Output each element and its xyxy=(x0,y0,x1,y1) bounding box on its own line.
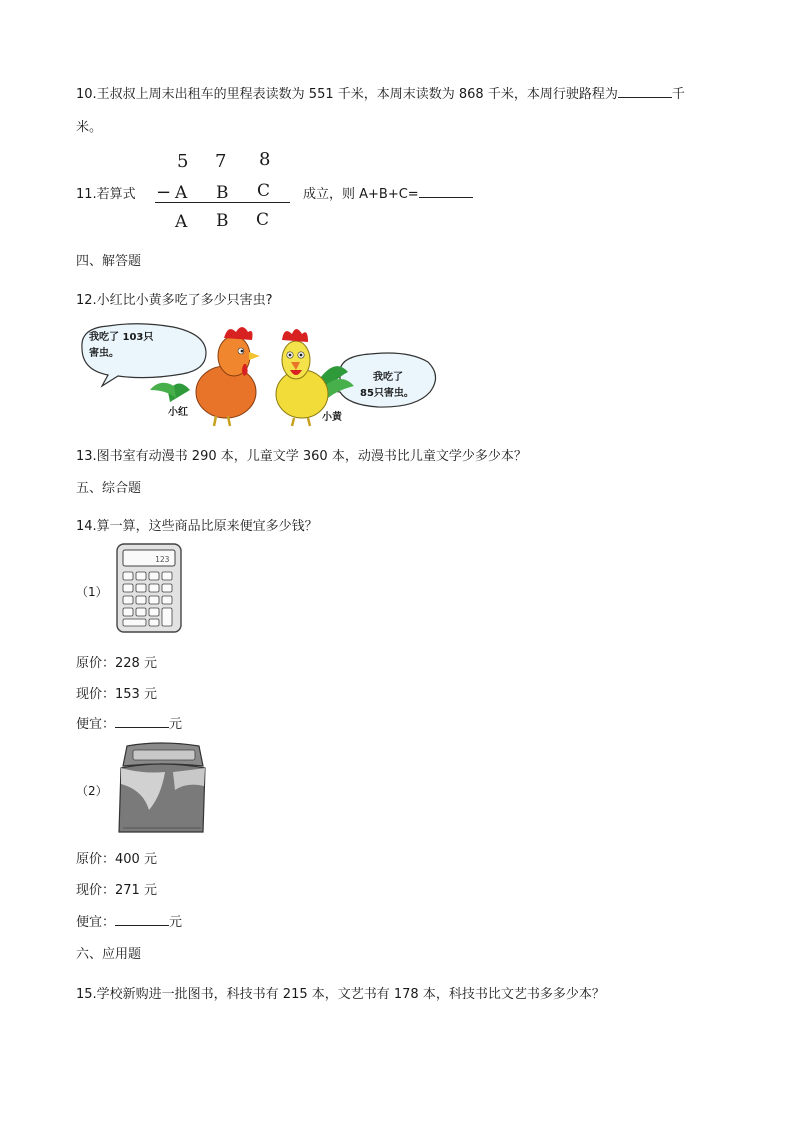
letter-middle: C xyxy=(257,181,271,201)
discount-line xyxy=(76,911,182,930)
appliance-icon xyxy=(113,738,207,838)
speech-bubble-xiaohuang-line2: 85只害虫。 xyxy=(360,388,414,399)
section-heading: 六、应用题 xyxy=(76,947,142,962)
digit-top: 7 xyxy=(215,151,227,172)
question-11-suffix-text: 成立，则 A+B+C= xyxy=(303,187,419,202)
question-13-text: 13.图书室有动漫书 290 本，儿童文学 360 本，动漫书比儿童文学少多少本？ xyxy=(76,449,527,464)
letter-bottom: A xyxy=(175,212,188,232)
discount-label: 便宜： xyxy=(76,915,116,930)
question-11-suffix xyxy=(303,183,473,202)
question-11-prefix: 11.若算式 xyxy=(76,187,136,202)
speech-bubble-xiaohuang-line1: 我吃了 xyxy=(373,372,403,383)
digit-top: 8 xyxy=(259,149,271,170)
answer-blank[interactable] xyxy=(419,197,473,198)
calculator-icon xyxy=(113,540,185,636)
svg-text:123: 123 xyxy=(155,555,170,564)
item-number: （1） xyxy=(76,585,108,599)
question-10-line2: 米。 xyxy=(76,120,103,135)
unit-text: 千 xyxy=(671,87,685,102)
original-price: 原价：400 元 xyxy=(76,852,157,867)
digit-top: 5 xyxy=(177,151,189,172)
question-10 xyxy=(76,83,685,102)
current-price: 现价：271 元 xyxy=(76,883,157,898)
unit-text: 元 xyxy=(169,915,183,930)
calculator-image xyxy=(113,540,185,636)
current-price: 现价：153 元 xyxy=(76,687,157,702)
section-heading: 四、解答题 xyxy=(76,254,142,269)
speech-bubble-xiaohong-line1: 我吃了 103只 xyxy=(89,332,154,343)
question-10-text: 10.王叔叔上周末出租车的里程表读数为 551 千米，本周末读数为 868 千米，本周行驶路程为 xyxy=(76,87,618,102)
name-label-xiaohong: 小红 xyxy=(168,407,188,418)
name-label-xiaohuang: 小黄 xyxy=(322,412,342,423)
question-12-text: 12.小红比小黄多吃了多少只害虫? xyxy=(76,293,273,308)
item-number: （2） xyxy=(76,784,108,798)
discount-line xyxy=(76,713,182,732)
section-heading: 五、综合题 xyxy=(76,481,142,496)
question-15-text: 15.学校新购进一批图书，科技书有 215 本，文艺书有 178 本，科技书比文艺书多多少本？ xyxy=(76,987,605,1002)
letter-middle: A xyxy=(175,183,188,203)
original-price: 原价：228 元 xyxy=(76,656,157,671)
minus-sign: − xyxy=(156,182,172,203)
unit-text: 元 xyxy=(169,717,183,732)
answer-blank[interactable] xyxy=(115,727,169,728)
answer-blank[interactable] xyxy=(618,97,672,98)
question-14-text: 14.算一算，这些商品比原来便宜多少钱？ xyxy=(76,519,318,534)
sum-line xyxy=(155,202,290,203)
letter-bottom: C xyxy=(256,210,270,230)
speech-bubble-xiaohong-line2: 害虫。 xyxy=(89,348,119,359)
letter-middle: B xyxy=(216,183,229,203)
discount-label: 便宜： xyxy=(76,717,116,732)
appliance-image xyxy=(113,738,207,838)
answer-blank[interactable] xyxy=(115,925,169,926)
letter-bottom: B xyxy=(216,211,229,231)
